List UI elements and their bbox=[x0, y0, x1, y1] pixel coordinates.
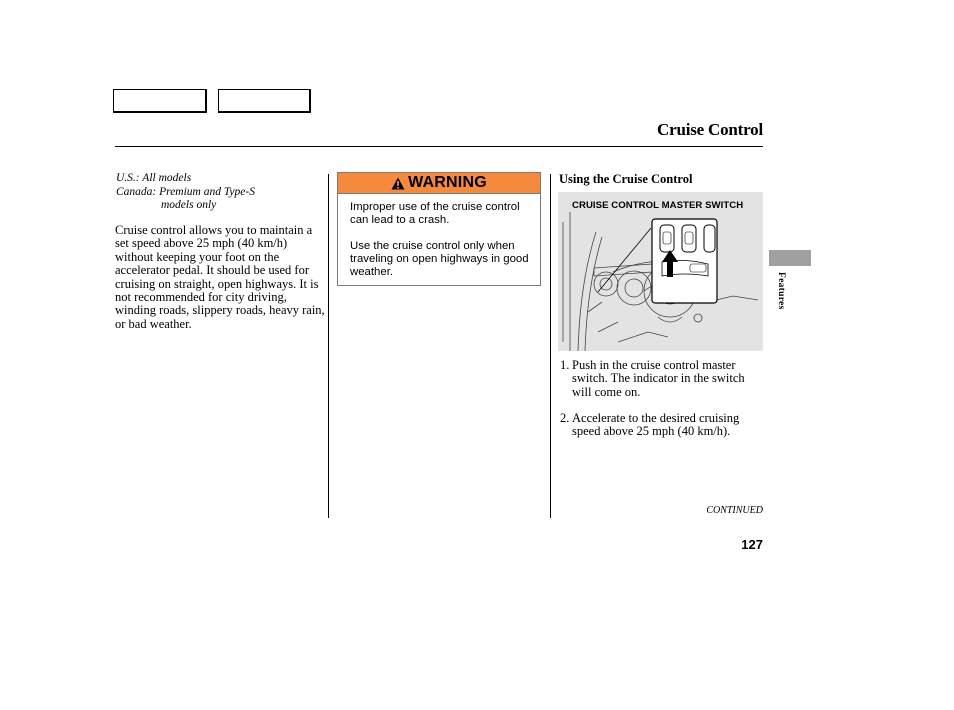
warning-paragraph-1: Improper use of the cruise control can lead to a crash. bbox=[350, 201, 520, 227]
applicability-canada: Canada: Premium and Type-S bbox=[116, 185, 255, 198]
dashboard-illustration bbox=[558, 192, 763, 351]
warning-box bbox=[337, 172, 541, 286]
nav-button-index[interactable] bbox=[218, 89, 311, 113]
cruise-control-figure bbox=[558, 192, 763, 351]
warning-paragraph-2: Use the cruise control only when traveling on open highways in good weather. bbox=[350, 239, 529, 279]
step-2-text: Accelerate to the desired cruising speed above 25 mph (40 km/h). bbox=[572, 411, 740, 439]
step-2-number: 2. bbox=[560, 411, 570, 425]
warning-header bbox=[338, 173, 540, 194]
nav-button-contents[interactable] bbox=[113, 89, 207, 113]
section-heading: Using the Cruise Control bbox=[559, 172, 693, 186]
applicability-note bbox=[116, 172, 255, 213]
applicability-us: U.S.: All models bbox=[116, 172, 192, 184]
section-tab-marker[interactable] bbox=[769, 250, 811, 266]
applicability-canada-cont: models only bbox=[161, 199, 217, 211]
warning-triangle-icon bbox=[391, 177, 405, 190]
step-1-number: 1. bbox=[560, 358, 570, 372]
page-title: Cruise Control bbox=[657, 120, 763, 139]
continued-label: CONTINUED bbox=[706, 505, 763, 516]
warning-label: WARNING bbox=[408, 174, 487, 191]
step-2 bbox=[560, 412, 765, 439]
step-1 bbox=[560, 359, 765, 399]
column-divider-left bbox=[328, 174, 329, 518]
figure-caption: CRUISE CONTROL MASTER SWITCH bbox=[572, 200, 744, 211]
intro-paragraph: Cruise control allows you to maintain a set speed above 25 mph (40 km/h) without keeping your foot on the accelerator pedal. It should be used for cruising on straight, open highways. It is not recommended for city driving, winding roads, slippery roads, heavy rain, or bad weather. bbox=[115, 223, 325, 331]
column-divider-right bbox=[550, 174, 551, 518]
section-tab-label: Features bbox=[776, 272, 786, 310]
warning-body bbox=[338, 194, 540, 279]
header-divider bbox=[115, 146, 763, 147]
step-1-text: Push in the cruise control master switch. The indicator in the switch will come on. bbox=[572, 358, 745, 399]
page-number: 127 bbox=[741, 537, 763, 552]
